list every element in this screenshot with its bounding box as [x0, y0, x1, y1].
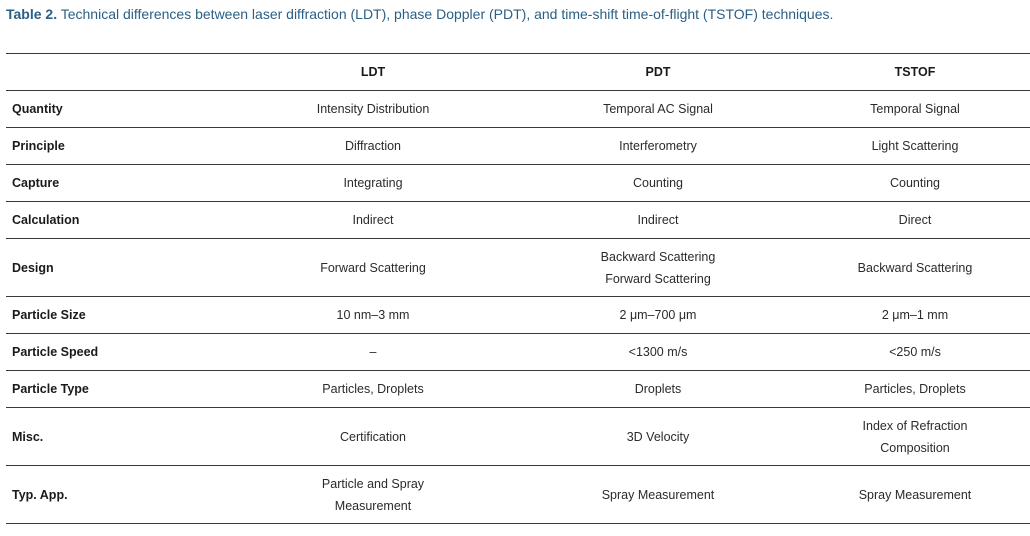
- row-header: Design: [12, 260, 54, 275]
- cell-text-line: Diffraction: [344, 139, 402, 153]
- table-cell-pdt: [516, 334, 800, 371]
- table-row: [6, 297, 1030, 334]
- table-cell-tstof: [800, 239, 1030, 297]
- cell-text-line: Composition: [880, 440, 950, 455]
- row-header: Particle Type: [12, 382, 89, 396]
- table-row: [6, 128, 1030, 165]
- table-cell-ldt: [230, 202, 516, 239]
- cell-text-line: Forward Scattering: [320, 260, 426, 275]
- cell-text-line: Droplets: [634, 382, 682, 396]
- table-cell-pdt: [516, 371, 800, 408]
- caption-label: Table 2.: [6, 6, 58, 22]
- table-row: [6, 165, 1030, 202]
- table-cell-pdt: [516, 202, 800, 239]
- table-cell-tstof: [800, 466, 1030, 524]
- cell-text-line: Temporal Signal: [870, 102, 960, 116]
- table-body: [6, 91, 1030, 524]
- cell-text-line: Intensity Distribution: [316, 102, 430, 116]
- table-cell-pdt: [516, 165, 800, 202]
- cell-text-line: Particle and Spray: [321, 476, 425, 491]
- cell-text-line: Spray Measurement: [601, 487, 715, 502]
- table-cell-tstof: [800, 297, 1030, 334]
- table-row: [6, 466, 1030, 524]
- table-cell-ldt: [230, 128, 516, 165]
- table-cell-ldt: [230, 297, 516, 334]
- cell-text-line: Indirect: [637, 213, 679, 227]
- cell-text-line: Light Scattering: [871, 139, 959, 153]
- cell-text-line: Indirect: [352, 213, 394, 227]
- table-cell-ldt: [230, 165, 516, 202]
- cell-text-line: 10 nm–3 mm: [336, 308, 410, 322]
- table-cell-ldt: [230, 408, 516, 466]
- table-cell-ldt: [230, 466, 516, 524]
- row-header: Particle Size: [12, 308, 86, 322]
- cell-text-line: 3D Velocity: [626, 429, 690, 444]
- table-cell-ldt: [230, 91, 516, 128]
- cell-text-line: Forward Scattering: [605, 271, 711, 286]
- table-cell-tstof: [800, 91, 1030, 128]
- table-row: [6, 334, 1030, 371]
- table-row: [6, 91, 1030, 128]
- row-header: Principle: [12, 139, 65, 153]
- cell-text-line: Interferometry: [619, 139, 697, 153]
- table-cell-tstof: [800, 371, 1030, 408]
- cell-text-line: Direct: [898, 213, 932, 227]
- table-caption: [6, 5, 833, 23]
- cell-text-line: Backward Scattering: [857, 260, 973, 275]
- cell-text-line: <1300 m/s: [628, 345, 688, 359]
- header-cell-ldt: LDT: [360, 65, 386, 79]
- cell-text-line: –: [369, 345, 377, 359]
- table-cell-pdt: [516, 408, 800, 466]
- table-cell-pdt: [516, 128, 800, 165]
- cell-text-line: Particles, Droplets: [322, 382, 424, 396]
- cell-text-line: Particles, Droplets: [864, 382, 966, 396]
- header-cell-empty: [6, 54, 230, 91]
- table-cell-ldt: [230, 239, 516, 297]
- comparison-table: [6, 53, 1030, 524]
- cell-text-line: 2 μm–1 mm: [881, 308, 949, 322]
- cell-text-line: Spray Measurement: [858, 487, 972, 502]
- cell-text-line: Integrating: [343, 176, 403, 190]
- table-cell-ldt: [230, 334, 516, 371]
- row-header: Typ. App.: [12, 487, 68, 502]
- table-row: [6, 239, 1030, 297]
- cell-text-line: Counting: [632, 176, 684, 190]
- table-cell-tstof: [800, 408, 1030, 466]
- table-cell-tstof: [800, 334, 1030, 371]
- table-cell-pdt: [516, 91, 800, 128]
- table-cell-ldt: [230, 371, 516, 408]
- cell-text-line: Temporal AC Signal: [603, 102, 713, 116]
- row-header: Quantity: [12, 102, 63, 116]
- table-cell-pdt: [516, 297, 800, 334]
- table-cell-tstof: [800, 165, 1030, 202]
- table-cell-pdt: [516, 466, 800, 524]
- row-header: Calculation: [12, 213, 80, 227]
- row-header: Particle Speed: [12, 345, 99, 359]
- cell-text-line: <250 m/s: [889, 345, 941, 359]
- row-header: Capture: [12, 176, 60, 190]
- cell-text-line: Certification: [340, 429, 406, 444]
- cell-text-line: Measurement: [334, 498, 412, 513]
- table-row: [6, 371, 1030, 408]
- header-cell-tstof: TSTOF: [894, 65, 936, 79]
- header-row: [6, 54, 1030, 91]
- header-cell-pdt: PDT: [645, 65, 671, 79]
- table-cell-tstof: [800, 128, 1030, 165]
- cell-text-line: Backward Scattering: [600, 249, 716, 264]
- cell-text-line: Counting: [889, 176, 941, 190]
- table-row: [6, 408, 1030, 466]
- cell-text-line: Index of Refraction: [862, 418, 968, 433]
- row-header: Misc.: [12, 429, 44, 444]
- cell-text-line: 2 μm–700 μm: [619, 308, 697, 322]
- table-cell-pdt: [516, 239, 800, 297]
- table-row: [6, 202, 1030, 239]
- table-cell-tstof: [800, 202, 1030, 239]
- caption-text: Technical differences between laser diffraction (LDT), phase Doppler (PDT), and time-shift time-of-flight (TSTOF) techniques.: [57, 6, 834, 22]
